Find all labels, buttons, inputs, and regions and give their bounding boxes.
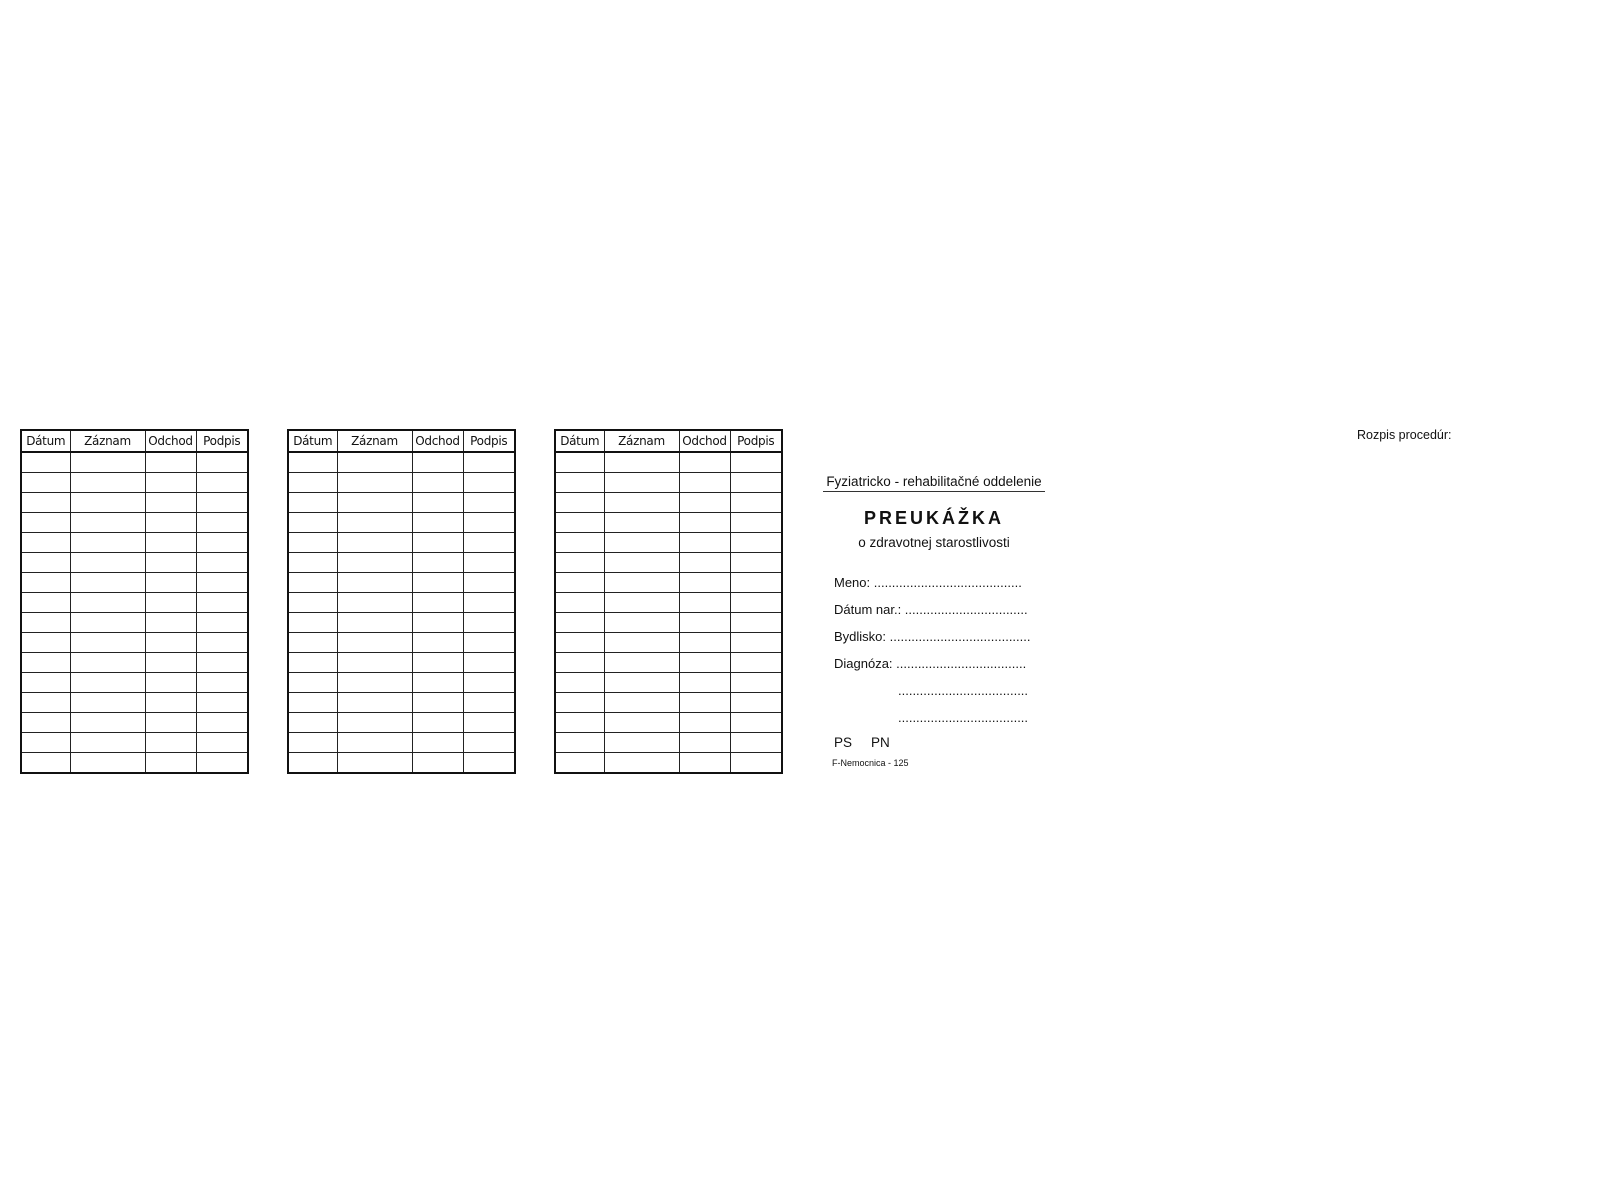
table-row (555, 473, 782, 493)
table-cell (604, 633, 679, 653)
table-cell (604, 593, 679, 613)
table-cell (145, 733, 196, 753)
table-cell (555, 513, 604, 533)
table-cell (21, 713, 70, 733)
table-cell (412, 593, 463, 613)
table-cell (288, 653, 337, 673)
table-cell (70, 653, 145, 673)
table-cell (70, 573, 145, 593)
table-cell (463, 693, 515, 713)
table-row (555, 452, 782, 473)
table-cell (145, 753, 196, 774)
table-cell (337, 653, 412, 673)
table-cell (412, 753, 463, 774)
table-cell (288, 533, 337, 553)
table-cell (196, 473, 248, 493)
table-cell (337, 633, 412, 653)
table-row (21, 493, 248, 513)
table-cell (555, 693, 604, 713)
table-cell (196, 593, 248, 613)
table-cell (730, 452, 782, 473)
table-cell (288, 713, 337, 733)
table-cell (145, 533, 196, 553)
table-cell (145, 633, 196, 653)
table-cell (679, 553, 730, 573)
table-cell (412, 713, 463, 733)
table-cell (730, 753, 782, 774)
table-cell (21, 452, 70, 473)
table-cell (145, 713, 196, 733)
table-cell (730, 733, 782, 753)
department-name: Fyziatricko - rehabilitačné oddelenie (823, 474, 1045, 492)
table-cell (196, 673, 248, 693)
table-cell (730, 673, 782, 693)
table-cell (604, 493, 679, 513)
table-body (555, 452, 782, 773)
table-cell (337, 553, 412, 573)
table-row (288, 493, 515, 513)
table-cell (555, 633, 604, 653)
table-row (555, 613, 782, 633)
table-row (21, 613, 248, 633)
table-row (555, 593, 782, 613)
pn-label: PN (871, 735, 890, 750)
table-cell (196, 573, 248, 593)
table-cell (70, 452, 145, 473)
table-cell (412, 733, 463, 753)
header-datum: Dátum (21, 430, 70, 452)
header-zaznam: Záznam (70, 430, 145, 452)
table-row (21, 693, 248, 713)
table-cell (730, 553, 782, 573)
table-cell (288, 733, 337, 753)
record-table-2 (287, 429, 516, 774)
table-cell (21, 633, 70, 653)
table-cell (555, 593, 604, 613)
table-cell (412, 633, 463, 653)
table-cell (555, 452, 604, 473)
table-cell (730, 533, 782, 553)
table-cell (288, 593, 337, 613)
table-cell (337, 673, 412, 693)
table-cell (145, 613, 196, 633)
table-cell (196, 553, 248, 573)
table-row (288, 693, 515, 713)
table-cell (730, 593, 782, 613)
table-cell (21, 473, 70, 493)
table-cell (412, 473, 463, 493)
header-odchod: Odchod (145, 430, 196, 452)
table-row (555, 753, 782, 774)
table-cell (21, 753, 70, 774)
table-cell (604, 753, 679, 774)
table-cell (70, 693, 145, 713)
table-cell (145, 493, 196, 513)
table-cell (337, 713, 412, 733)
table-cell (679, 513, 730, 533)
table-cell (70, 593, 145, 613)
table-cell (288, 633, 337, 653)
table-cell (288, 553, 337, 573)
table-row (21, 653, 248, 673)
table-row (555, 533, 782, 553)
table-cell (412, 533, 463, 553)
table-cell (412, 573, 463, 593)
table-cell (463, 473, 515, 493)
table-cell (604, 573, 679, 593)
table-cell (288, 473, 337, 493)
table-cell (679, 493, 730, 513)
field-datum-nar: Dátum nar.: .................................. (834, 602, 1028, 617)
table-cell (196, 713, 248, 733)
table-cell (463, 733, 515, 753)
table-cell (145, 473, 196, 493)
table-cell (679, 633, 730, 653)
field-diagnoza-line-3: .................................... (898, 710, 1029, 725)
table-cell (555, 733, 604, 753)
card-subtitle: o zdravotnej starostlivosti (858, 535, 1010, 550)
table-row (555, 653, 782, 673)
table-row (288, 633, 515, 653)
table-cell (196, 613, 248, 633)
table-row (555, 553, 782, 573)
table-cell (463, 753, 515, 774)
table-cell (70, 533, 145, 553)
table-cell (412, 513, 463, 533)
table-cell (604, 553, 679, 573)
table-cell (679, 533, 730, 553)
table-cell (679, 753, 730, 774)
procedures-heading: Rozpis procedúr: (1357, 428, 1452, 442)
table-cell (21, 673, 70, 693)
table-cell (288, 673, 337, 693)
table-row (555, 733, 782, 753)
table-cell (555, 673, 604, 693)
table-cell (196, 452, 248, 473)
table-cell (337, 573, 412, 593)
header-zaznam: Záznam (337, 430, 412, 452)
table-cell (70, 713, 145, 733)
table-cell (412, 673, 463, 693)
table-row (21, 553, 248, 573)
record-table-3 (554, 429, 783, 774)
field-bydlisko: Bydlisko: ....................................... (834, 629, 1031, 644)
table-row (555, 633, 782, 653)
table-cell (337, 753, 412, 774)
table-cell (145, 693, 196, 713)
table-row (288, 593, 515, 613)
table-cell (679, 693, 730, 713)
header-podpis: Podpis (463, 430, 515, 452)
table-cell (555, 553, 604, 573)
table-cell (555, 753, 604, 774)
table-cell (604, 533, 679, 553)
table-cell (412, 693, 463, 713)
table-cell (463, 533, 515, 553)
table-cell (337, 733, 412, 753)
table-row (288, 653, 515, 673)
table-cell (21, 693, 70, 713)
table-cell (463, 573, 515, 593)
ps-label: PS (834, 735, 853, 750)
table-cell (604, 693, 679, 713)
table-cell (337, 513, 412, 533)
table-cell (145, 593, 196, 613)
table-cell (70, 613, 145, 633)
table-cell (288, 452, 337, 473)
table-cell (555, 573, 604, 593)
table-row (555, 693, 782, 713)
table-cell (412, 553, 463, 573)
table-cell (679, 593, 730, 613)
table-cell (21, 573, 70, 593)
header-podpis: Podpis (730, 430, 782, 452)
header-odchod: Odchod (679, 430, 730, 452)
table-cell (337, 493, 412, 513)
table-cell (604, 653, 679, 673)
table-cell (679, 452, 730, 473)
table-cell (196, 693, 248, 713)
field-diagnoza-line-2: .................................... (898, 683, 1029, 698)
table-cell (679, 673, 730, 693)
table-cell (196, 493, 248, 513)
table-cell (337, 613, 412, 633)
table-cell (412, 493, 463, 513)
table-cell (196, 653, 248, 673)
table-cell (555, 653, 604, 673)
table-cell (337, 452, 412, 473)
table-cell (21, 553, 70, 573)
record-table-1 (20, 429, 249, 774)
header-datum: Dátum (555, 430, 604, 452)
table-row (288, 513, 515, 533)
table-cell (70, 673, 145, 693)
table-cell (604, 452, 679, 473)
table-cell (70, 633, 145, 653)
table-cell (21, 493, 70, 513)
table-cell (145, 452, 196, 473)
field-diagnoza: Diagnóza: .................................... (834, 656, 1027, 671)
table-cell (21, 513, 70, 533)
table-row (288, 573, 515, 593)
table-cell (679, 713, 730, 733)
table-row (21, 473, 248, 493)
table-row (288, 553, 515, 573)
table-cell (196, 753, 248, 774)
table-row (555, 673, 782, 693)
table-cell (145, 653, 196, 673)
table-cell (555, 533, 604, 553)
table-cell (463, 673, 515, 693)
header-podpis: Podpis (196, 430, 248, 452)
table-cell (288, 693, 337, 713)
table-row (288, 613, 515, 633)
table-cell (21, 593, 70, 613)
form-code: F-Nemocnica - 125 (832, 758, 909, 768)
table-cell (604, 713, 679, 733)
table-cell (463, 452, 515, 473)
table-cell (70, 493, 145, 513)
table-body (288, 452, 515, 773)
table-row (21, 633, 248, 653)
table-cell (463, 653, 515, 673)
table-cell (196, 733, 248, 753)
table-row (288, 452, 515, 473)
table-cell (337, 533, 412, 553)
table-cell (70, 513, 145, 533)
table-row (21, 753, 248, 774)
table-row (21, 573, 248, 593)
table-row (21, 452, 248, 473)
table-row (21, 513, 248, 533)
table-row (21, 713, 248, 733)
table-cell (730, 473, 782, 493)
table-row (555, 573, 782, 593)
table-cell (463, 593, 515, 613)
table-cell (288, 613, 337, 633)
table-cell (730, 713, 782, 733)
table-row (288, 533, 515, 553)
table-cell (145, 673, 196, 693)
table-cell (463, 553, 515, 573)
table-cell (730, 493, 782, 513)
table-cell (288, 513, 337, 533)
table-row (555, 513, 782, 533)
table-cell (412, 613, 463, 633)
table-row (21, 733, 248, 753)
table-row (21, 593, 248, 613)
table-cell (21, 533, 70, 553)
table-cell (730, 513, 782, 533)
table-row (21, 533, 248, 553)
table-cell (412, 653, 463, 673)
table-row (288, 673, 515, 693)
table-cell (463, 513, 515, 533)
table-cell (70, 753, 145, 774)
table-cell (730, 653, 782, 673)
table-cell (730, 693, 782, 713)
table-cell (196, 633, 248, 653)
table-cell (679, 653, 730, 673)
table-cell (21, 613, 70, 633)
table-cell (604, 473, 679, 493)
table-cell (70, 553, 145, 573)
table-cell (679, 473, 730, 493)
table-row (288, 733, 515, 753)
table-cell (288, 753, 337, 774)
header-zaznam: Záznam (604, 430, 679, 452)
table-cell (288, 493, 337, 513)
table-cell (145, 553, 196, 573)
table-cell (21, 653, 70, 673)
table-cell (463, 613, 515, 633)
table-cell (463, 633, 515, 653)
table-cell (196, 513, 248, 533)
table-cell (145, 573, 196, 593)
table-cell (679, 613, 730, 633)
table-cell (679, 573, 730, 593)
table-row (288, 753, 515, 774)
table-cell (730, 573, 782, 593)
table-cell (288, 573, 337, 593)
table-cell (555, 473, 604, 493)
table-cell (679, 733, 730, 753)
table-cell (730, 613, 782, 633)
table-cell (555, 493, 604, 513)
table-row (555, 713, 782, 733)
table-cell (70, 733, 145, 753)
table-cell (604, 673, 679, 693)
field-meno: Meno: ......................................... (834, 575, 1022, 590)
table-cell (604, 613, 679, 633)
table-cell (604, 513, 679, 533)
table-row (555, 493, 782, 513)
table-cell (412, 452, 463, 473)
table-cell (70, 473, 145, 493)
table-cell (337, 473, 412, 493)
table-row (288, 713, 515, 733)
table-cell (337, 593, 412, 613)
header-datum: Dátum (288, 430, 337, 452)
table-cell (555, 713, 604, 733)
table-body (21, 452, 248, 773)
table-row (288, 473, 515, 493)
table-cell (730, 633, 782, 653)
header-odchod: Odchod (412, 430, 463, 452)
card-title: PREUKÁŽKA (863, 508, 1004, 528)
table-cell (145, 513, 196, 533)
table-cell (555, 613, 604, 633)
table-cell (604, 733, 679, 753)
table-row (21, 673, 248, 693)
table-cell (21, 733, 70, 753)
table-cell (463, 713, 515, 733)
table-cell (463, 493, 515, 513)
table-cell (196, 533, 248, 553)
table-cell (337, 693, 412, 713)
